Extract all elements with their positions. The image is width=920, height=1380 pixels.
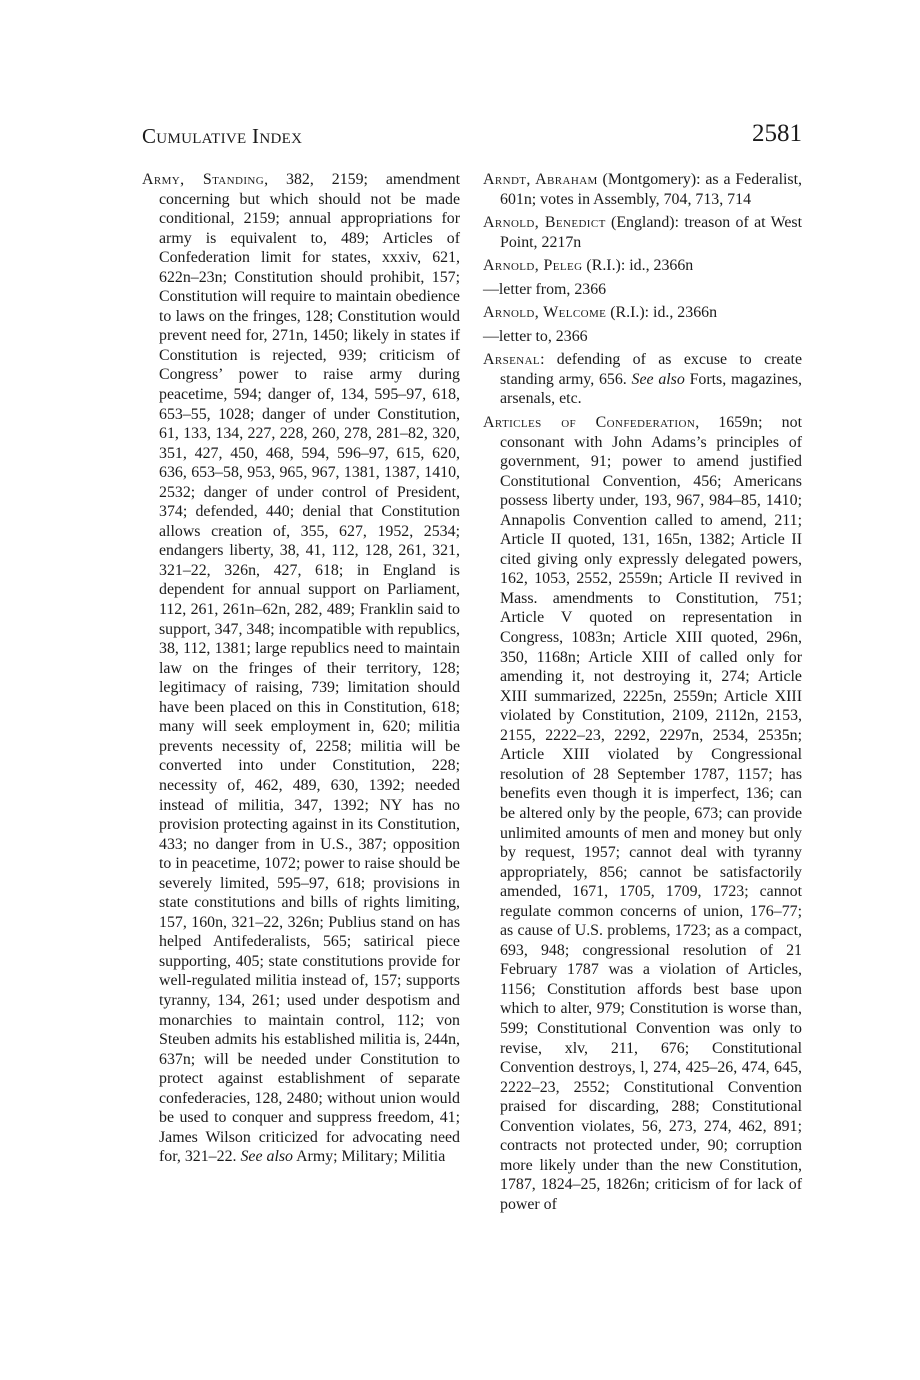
index-entry-arnold-benedict [483,213,802,252]
entry-heading: Arnold, Benedict [483,214,606,232]
see-also-label: See also [240,1148,293,1166]
index-entry-arsenal [483,350,802,409]
see-also-refs: Forts, magazines, arsenals, etc. [500,370,802,408]
running-header [142,120,802,156]
index-entry-arnold-peleg [483,256,802,276]
index-entry-army-standing [142,170,460,1167]
index-subentry: —letter to, 2366 [483,327,588,345]
entry-heading: Arsenal [483,351,541,369]
entry-heading: Articles of Confederation [483,414,696,432]
left-column [142,170,460,1171]
see-also-label: See also [631,370,685,388]
entry-heading: Army, Standing [142,171,265,188]
entry-text: (England): treason of at West Point, 2217n [500,214,803,251]
entry-heading: Arnold, Welcome [483,304,607,322]
index-entry-articles-of-confederation [483,413,802,1214]
entry-text: (Montgomery): as a Federalist, 601n; votes in Assembly, 704, 713, 714 [500,171,802,208]
entry-text: : defending of as excuse to create standing army, 656. [500,351,802,388]
entry-text: (R.I.): id., 2366n [606,304,718,322]
entry-heading: Arnold, Peleg [483,257,583,275]
index-subentry: —letter from, 2366 [483,280,607,298]
page-number: 2581 [752,120,802,147]
right-column [483,170,802,1218]
entry-text: , 1659n; not consonant with John Adams’s principles of government, 91; power to amend justified Constitutional Convention, 456; Americans possess liberty under, 193, 967, 984–85, 1410; Annapolis Convention called to amend, 211; Article II quoted, 131, 165n, 1382; Article II cited giving only expressly delegated powers, 162, 1053, 2552, 2559n; Article II revived in Mass. amendments to Constitution, 751; Article V quoted on representation in Congress, 1083n; Article XIII quoted, 296n, 350, 1168n; Article XIII of called only for amending it, not destroying it, 274; Article XIII summarized, 2225n, 2559n; Article XIII violated by Constitution, 2109, 2112n, 2153, 2155, 2222–23, 2292, 2297n, 2534, 2535n; Article XIII violated by Congressional resolution of 28 September 1787, 1157; has benefits even though it is imperfect, 136; can be altered only by the people, 673; can provide unlimited amounts of men and money but only by request, 1957; cannot deal with tyranny appropriately, 856; cannot be satisfactorily amended, 1671, 1705, 1709, 1723; cannot regulate common concerns of union, 176–77; as cause of U.S. problems, 1723; as a compact, 693, 948; congressional resolution of 21 February 1787 was a violation of Articles, 1156; Constitution affords best base upon which to alter, 979; Constitution is worse than, 599; Constitutional Convention was only to revise, xlv, 211, 676; Constitutional Convention destroys, l, 274, 425–26, 474, 645, 2222–23, 2552; Constitutional Convention praised for discarding, 288; Constitutional Convention violates, 56, 273, 274, 462, 891; contracts not protected under, 90; corruption more likely under than the new Constitution, 1787, 1824–25, 1826n; criticism of for lack of power of [500,414,802,1213]
entry-text: , 382, 2159; amendment concerning but which should not be made conditional, 2159; annual appropriations for army is equivalent to, 489; Articles of Confederation limit for states, xxxiv, 621, 622n–23n; Constitution should prohibit, 157; Constitution will require to maintain obedience to laws on the fringes, 128; Constitution would prevent need for, 271n, 1450; likely in states if Constitution is rejected, 939; criticism of Congress’ power to raise army during peacetime, 594; danger of, 134, 595–97, 618, 653–55, 1028; danger of under Constitution, 61, 133, 134, 227, 228, 260, 278, 281–82, 320, 351, 427, 450, 468, 594, 596–97, 615, 620, 636, 653–58, 953, 965, 967, 1381, 1387, 1410, 2532; danger of under control of President, 374; defended, 440; denial that Constitution allows creation of, 355, 627, 1952, 2534; endangers liberty, 38, 41, 112, 128, 261, 321, 321–22, 326n, 427, 618; in England is dependent for annual support on Parliament, 112, 261, 261n–62n, 282, 489; Franklin said to support, 347, 348; incompatible with republics, 38, 112, 1381; large republics need to maintain law on the fringes of their territory, 128; legitimacy of raising, 739; limitation should have been placed on this in Constitution, 618; many will seek employment in, 620; militia prevents necessity of, 2258; militia will be converted into under Constitution, 228; necessity of, 462, 489, 630, 1392; needed instead of militia, 347, 1392; NY has no provision protecting against in its Constitution, 433; no danger from in U.S., 387; opposition to in peacetime, 1072; power to raise should be severely limited, 595–97, 618; provisions in state constitutions and bills of rights limiting, 157, 160n, 321–22, 326n; Publius stand on has helped Antifederalists, 565; satirical piece supporting, 405; state constitutions provide for well-regulated militia instead of, 157; supports tyranny, 134, 261; used under despotism and monarchies to maintain control, 112; von Steuben admits his established militia is, 244n, 637n; will be needed under Constitution to protect against establishment of separate confederacies, 128, 2480; without union would be used to conquer and suppress freedom, 41; James Wilson criticized for advocating need for, 321–22. [159,171,460,1166]
entry-heading: Arndt, Abraham [483,171,598,188]
index-entry-arndt-abraham [483,170,802,209]
see-also-refs: Army; Military; Militia [292,1148,446,1166]
index-entry-arnold-welcome [483,303,802,323]
entry-text: (R.I.): id., 2366n [582,257,694,275]
running-title: Cumulative Index [142,124,303,148]
